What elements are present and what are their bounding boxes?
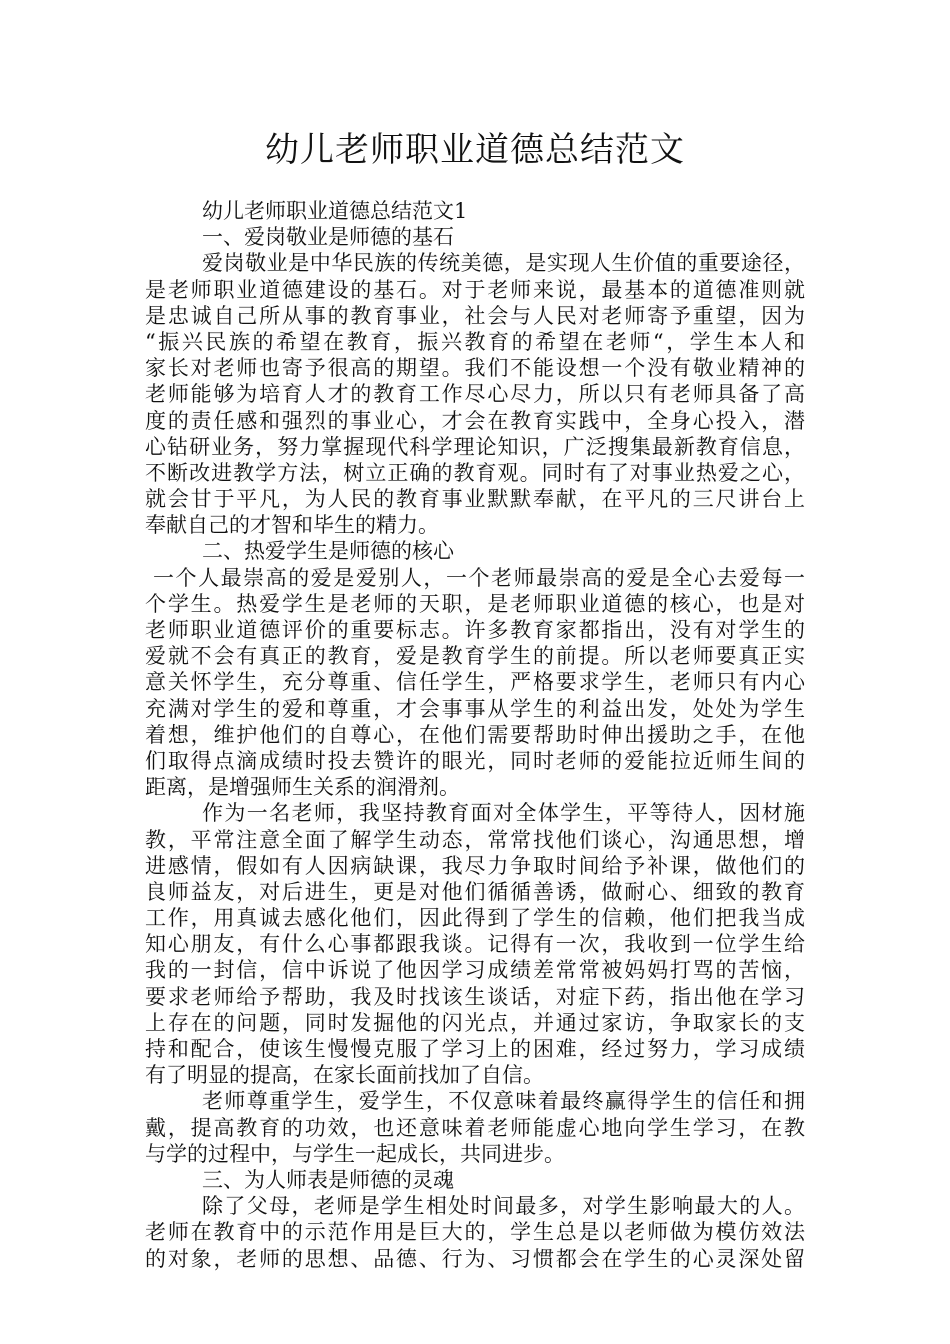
text-line: 爱就不会有真正的教育，爱是教育学生的前提。所以老师要真正实 — [145, 644, 805, 669]
text-line: 良师益友，对后进生，更是对他们循循善诱，做耐心、细致的教育 — [145, 879, 805, 904]
text-line: 持和配合，使该生慢慢克服了学习上的困难，经过努力，学习成绩 — [145, 1037, 805, 1061]
text-line: 与学的过程中，与学生一起成长，共同进步。 — [145, 1141, 565, 1166]
text-line: 要求老师给予帮助，我及时找该生谈话，对症下药，指出他在学习 — [145, 984, 805, 1009]
text-line: 三、为人师表是师德的灵魂 — [202, 1167, 454, 1192]
text-line: 心钻研业务，努力掌握现代科学理论知识，广泛搜集最新教育信息， — [145, 434, 805, 459]
text-line: 充满对学生的爱和尊重，才会事事从学生的利益出发，处处为学生 — [145, 696, 805, 721]
text-line: 幼儿老师职业道德总结范文1 — [202, 199, 468, 223]
text-line: 就会甘于平凡，为人民的教育事业默默奉献，在平凡的三尺讲台上 — [145, 487, 805, 512]
text-line: 是忠诚自己所从事的教育事业，社会与人民对老师寄予重望，因为 — [145, 303, 805, 328]
text-line: 进感情，假如有人因病缺课，我尽力争取时间给予补课，做他们的 — [145, 853, 805, 878]
document-body — [145, 198, 805, 1272]
text-line: “振兴民族的希望在教育，振兴教育的希望在老师“，学生本人和 — [145, 329, 805, 354]
text-line: 上存在的问题，同时发掘他的闪光点，并通过家访，争取家长的支 — [145, 1010, 805, 1035]
text-line: 戴，提高教育的功效，也还意味着老师能虚心地向学生学习，在教 — [145, 1115, 805, 1140]
text-line: 老师职业道德评价的重要标志。许多教育家都指出，没有对学生的 — [145, 618, 805, 642]
text-line: 知心朋友，有什么心事都跟我谈。记得有一次，我收到一位学生给 — [145, 932, 805, 957]
text-line: 们取得点滴成绩时投去赞许的眼光，同时老师的爱能拉近师生间的 — [145, 748, 805, 773]
text-line: 的对象，老师的思想、品德、行为、习惯都会在学生的心灵深处留 — [145, 1246, 805, 1271]
text-line: 着想，维护他们的自尊心，在他们需要帮助时伸出援助之手，在他 — [145, 722, 805, 747]
text-line: 老师尊重学生，爱学生，不仅意味着最终赢得学生的信任和拥 — [202, 1089, 805, 1114]
text-line: 爱岗敬业是中华民族的传统美德，是实现人生价值的重要途径， — [202, 251, 805, 276]
text-line: 是老师职业道德建设的基石。对于老师来说，最基本的道德准则就 — [145, 277, 805, 302]
text-line: 度的责任感和强烈的事业心，才会在教育实践中，全身心投入，潜 — [145, 408, 805, 433]
text-line: 一、爱岗敬业是师德的基石 — [202, 225, 454, 250]
text-line: 家长对老师也寄予很高的期望。我们不能设想一个没有敬业精神的 — [145, 356, 805, 381]
text-line: 我的一封信，信中诉说了他因学习成绩差常常被妈妈打骂的苦恼， — [145, 958, 805, 983]
text-line: 老师能够为培育人才的教育工作尽心尽力，所以只有老师具备了高 — [145, 382, 805, 407]
text-line: 二、热爱学生是师德的核心 — [202, 539, 454, 564]
text-line: 有了明显的提高，在家长面前找加了自信。 — [145, 1063, 544, 1088]
text-line: 不断改进教学方法，树立正确的教育观。同时有了对事业热爱之心， — [145, 460, 805, 485]
text-line: 个学生。热爱学生是老师的天职，是老师职业道德的核心，也是对 — [145, 591, 805, 616]
text-line: 距离，是增强师生关系的润滑剂。 — [145, 775, 460, 800]
text-line: 除了父母，老师是学生相处时间最多，对学生影响最大的人。 — [202, 1194, 805, 1219]
text-line: 作为一名老师，我坚持教育面对全体学生，平等待人，因材施 — [202, 801, 805, 826]
document-title: 幼儿老师职业道德总结范文 — [265, 130, 685, 170]
text-line: 教，平常注意全面了解学生动态，常常找他们谈心，沟通思想，增 — [145, 827, 805, 852]
text-line: 一个人最崇高的爱是爱别人，一个老师最崇高的爱是全心去爱每一 — [153, 565, 805, 590]
text-line: 老师在教育中的示范作用是巨大的，学生总是以老师做为模仿效法 — [145, 1220, 805, 1245]
text-line: 工作，用真诚去感化他们，因此得到了学生的信赖，他们把我当成 — [145, 906, 805, 931]
text-line: 奉献自己的才智和毕生的精力。 — [145, 513, 439, 538]
text-line: 意关怀学生，充分尊重、信任学生，严格要求学生，老师只有内心 — [145, 670, 805, 695]
